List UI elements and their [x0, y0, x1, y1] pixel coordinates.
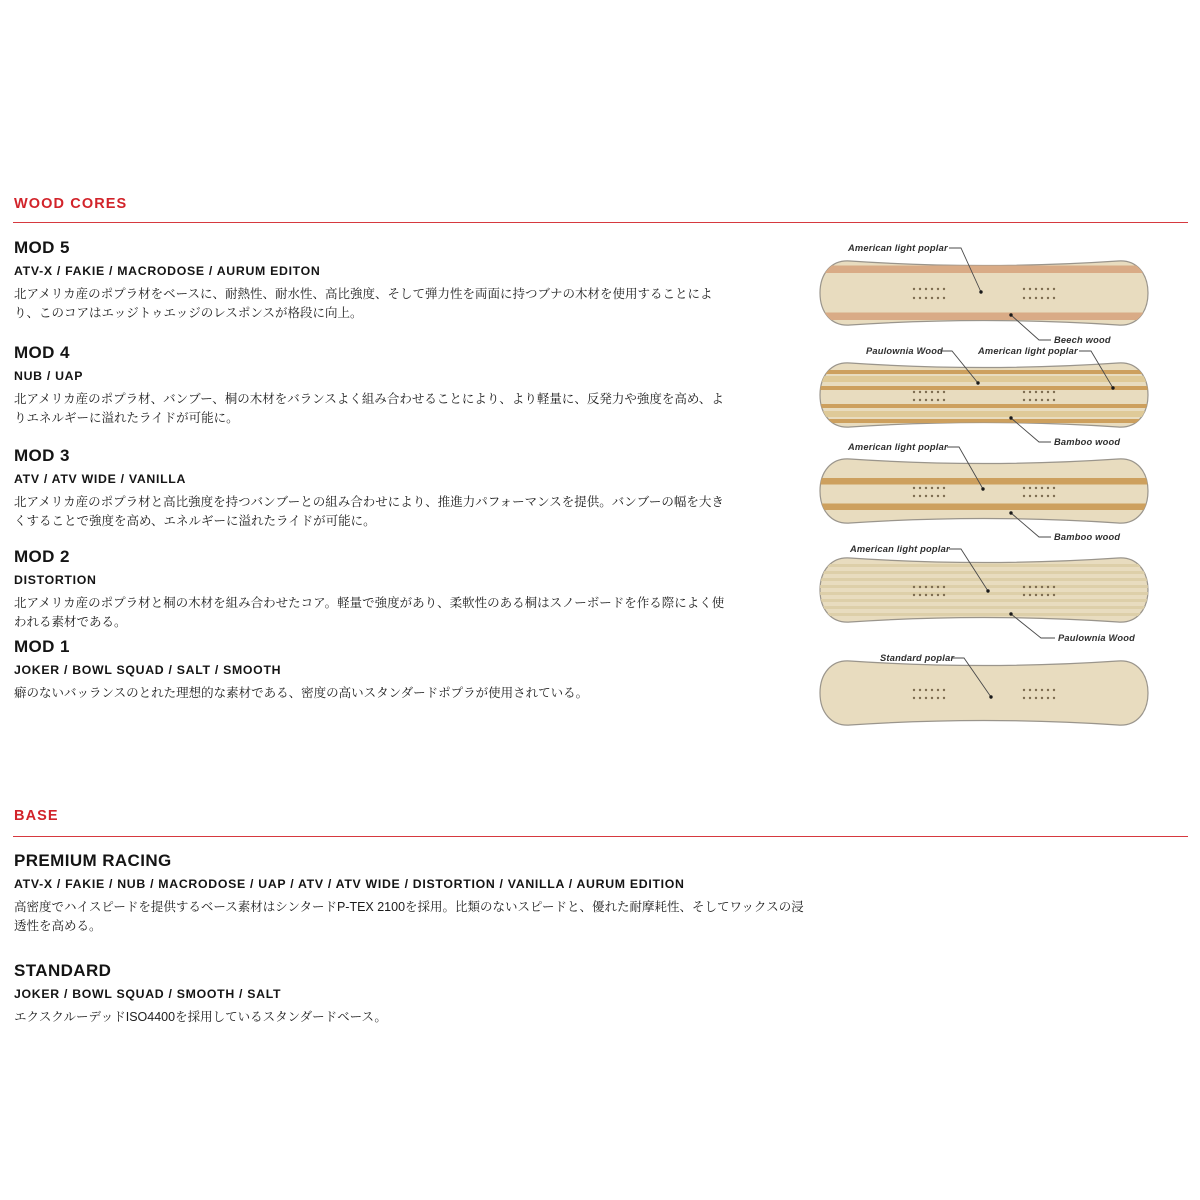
- mod-models: DISTORTION: [14, 573, 97, 587]
- mod-5-section: [14, 238, 728, 323]
- mod-description: 癖のないバッランスのとれた理想的な素材である、密度の高いスタンダードポプラが使用されている。: [14, 686, 589, 700]
- base-type-models: ATV-X / FAKIE / NUB / MACRODOSE / UAP / ATV / ATV WIDE / DISTORTION / VANILLA / AURUM EDITION: [14, 877, 685, 891]
- wood-stripe: [818, 266, 1150, 274]
- mod-title: MOD 2: [14, 547, 70, 566]
- mod-3-section: [14, 446, 728, 531]
- label-bamboo-wood: Bamboo wood: [1054, 532, 1121, 542]
- base-type-title: PREMIUM RACING: [14, 851, 172, 870]
- label-paulownia-wood: Paulownia Wood: [866, 346, 944, 356]
- base-type-description: エクスクルーデッドISO4400を採用しているスタンダードベース。: [14, 1010, 387, 1024]
- mod-1-section: [14, 637, 728, 703]
- label-american-light-poplar: American light poplar: [848, 243, 948, 253]
- section-divider: [13, 836, 1188, 837]
- wood-stripe: [818, 411, 1150, 417]
- mod-title: MOD 4: [14, 343, 70, 362]
- mod-models: JOKER / BOWL SQUAD / SALT / SMOOTH: [14, 663, 282, 677]
- mod-title: MOD 1: [14, 637, 70, 656]
- wood-stripe: [818, 578, 1150, 581]
- mod-2-section: [14, 547, 728, 632]
- wood-stripe: [818, 592, 1150, 595]
- mod-description: 北アメリカ産のポプラ材と高比強度を持つバンブーとの組み合わせにより、推進力パフォーマンスを提供。バンブーの幅を大きくすることで強度を高め、エネルギーに溢れたライドが可能に。: [14, 495, 724, 528]
- base-type-title: STANDARD: [14, 961, 112, 980]
- base-type-models: JOKER / BOWL SQUAD / SMOOTH / SALT: [14, 987, 282, 1001]
- standard-base-section: [14, 961, 814, 1027]
- mod-description: 北アメリカ産のポプラ材をベースに、耐熱性、耐水性、高比強度、そして弾力性を両面に持つブナの木材を使用することにより、このコアはエッジトゥエッジのレスポンスが格段に向上。: [14, 287, 713, 320]
- wood-stripe: [818, 504, 1150, 511]
- mod1-core-diagram: [818, 639, 1150, 751]
- mod-models: ATV / ATV WIDE / VANILLA: [14, 472, 187, 486]
- base-type-description: 高密度でハイスピードを提供するベース素材はシンタードP-TEX 2100を採用。比類のないスピードと、優れた耐摩耗性、そしてワックスの浸透性を高める。: [14, 900, 804, 933]
- label-beech-wood: Beech wood: [1054, 335, 1111, 345]
- label-standard-poplar: Standard poplar: [880, 653, 955, 663]
- base-heading: BASE: [14, 808, 59, 824]
- mod-description: 北アメリカ産のポプラ材、バンブー、桐の木材をバランスよく組み合わせることにより、より軽量に、反発力や強度を高め、よりエネルギーに溢れたライドが可能に。: [14, 392, 724, 425]
- label-american-light-poplar: American light poplar: [848, 442, 948, 452]
- label-bamboo-wood: Bamboo wood: [1054, 437, 1121, 447]
- snowboard-outline: [820, 459, 1148, 523]
- wood-stripe: [818, 564, 1150, 567]
- mod-models: NUB / UAP: [14, 369, 84, 383]
- wood-stripe: [818, 478, 1150, 485]
- mod-models: ATV-X / FAKIE / MACRODOSE / AURUM EDITON: [14, 264, 321, 278]
- wood-stripe: [818, 613, 1150, 616]
- label-american-light-poplar: American light poplar: [978, 346, 1078, 356]
- wood-cores-heading: WOOD CORES: [14, 196, 128, 212]
- wood-stripe: [818, 404, 1150, 408]
- mod-title: MOD 3: [14, 446, 70, 465]
- wood-stripe: [818, 606, 1150, 609]
- label-paulownia-wood: Paulownia Wood: [1058, 633, 1136, 643]
- premium-racing-section: [14, 851, 814, 936]
- wood-stripe: [818, 599, 1150, 602]
- label-american-light-poplar: American light poplar: [850, 544, 950, 554]
- wood-stripe: [818, 386, 1150, 390]
- wood-stripe: [818, 419, 1150, 423]
- wood-stripe: [818, 376, 1150, 382]
- mod-title: MOD 5: [14, 238, 70, 257]
- wood-stripe: [818, 313, 1150, 321]
- wood-stripe: [818, 370, 1150, 374]
- section-divider: [13, 222, 1188, 223]
- snowboard-outline: [820, 661, 1148, 725]
- mod3-core-diagram: [818, 437, 1150, 549]
- wood-stripe: [818, 571, 1150, 574]
- snowboard-outline: [820, 558, 1148, 622]
- mod5-core-diagram: [818, 239, 1150, 351]
- mod2-core-diagram: [818, 536, 1150, 648]
- mod-4-section: [14, 343, 728, 428]
- mod-description: 北アメリカ産のポプラ材と桐の木材を組み合わせたコア。軽量で強度があり、柔軟性のある桐はスノーボードを作る際によく使われる素材である。: [14, 596, 725, 629]
